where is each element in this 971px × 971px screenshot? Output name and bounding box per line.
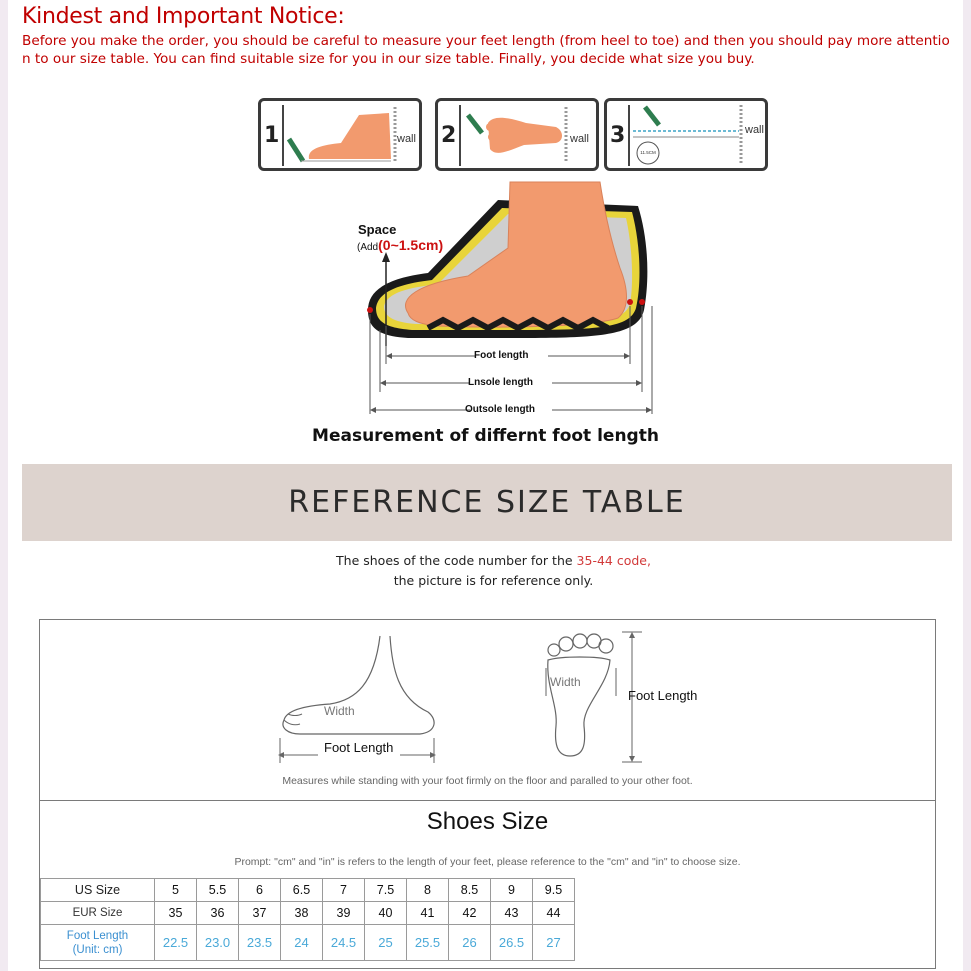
add-prefix: (Add [357,242,379,253]
us-size-row [41,879,575,902]
eur-size-cell: 38 [281,902,323,925]
step-3-ruler-badge: 11.5CM [640,150,656,155]
step-1-foot-icon [261,101,419,168]
us-size-cell: 9.5 [533,879,575,902]
us-size-cell: 6 [239,879,281,902]
outsole-length-label: Outsole length [465,404,535,415]
measurement-title: Measurement of differnt foot length [312,426,659,446]
foot-length-label: Foot length [474,350,529,361]
foot-length-diagram [348,178,678,428]
step-3-panel [604,98,768,171]
us-size-cell: 5 [155,879,197,902]
reference-note-highlight: 35-44 code, [576,553,651,568]
add-prefix-label [357,237,443,253]
eur-size-cell: 40 [365,902,407,925]
insole-length-label: Lnsole length [468,377,533,388]
foot-length-cell: 25.5 [407,925,449,961]
side-width-label: Width [324,704,355,718]
us-size-cell: 8.5 [449,879,491,902]
eur-size-header: EUR Size [41,902,155,925]
add-value: (0~1.5cm) [378,237,444,253]
top-length-label: Foot Length [628,688,698,703]
step-1-panel [258,98,422,171]
size-table [40,878,575,961]
foot-length-cell: 24.5 [323,925,365,961]
space-label: Space [358,222,397,237]
us-size-cell: 7.5 [365,879,407,902]
reference-title: REFERENCE SIZE TABLE [288,485,686,520]
reference-note-line1 [8,553,971,568]
step-2-wall-label: wall [570,133,589,145]
us-size-header: US Size [41,879,155,902]
foot-length-cell: 26 [449,925,491,961]
foot-length-cell: 25 [365,925,407,961]
foot-length-cell: 26.5 [491,925,533,961]
notice-title: Kindest and Important Notice: [22,4,345,29]
measures-note: Measures while standing with your foot firmly on the floor and paralled to your other foot. [282,775,693,787]
us-size-cell: 6.5 [281,879,323,902]
foot-length-cell: 23.0 [197,925,239,961]
eur-size-cell: 41 [407,902,449,925]
side-length-label: Foot Length [324,740,394,755]
eur-size-cell: 35 [155,902,197,925]
reference-note-prefix: The shoes of the code number for the [336,553,573,568]
foot-length-header-line1: Foot Length [66,929,129,942]
size-chart-box [39,619,936,969]
foot-length-header-line2: (Unit: cm) [72,943,123,956]
step-3-wall-label: wall [745,124,764,136]
eur-size-cell: 36 [197,902,239,925]
eur-size-cell: 39 [323,902,365,925]
step-3-ruler-icon [607,101,765,168]
foot-length-cell: 22.5 [155,925,197,961]
foot-length-row [41,925,575,961]
step-2-number: 2 [441,123,457,148]
box-divider [40,800,935,801]
us-size-cell: 9 [491,879,533,902]
eur-size-row [41,902,575,925]
shoes-size-title: Shoes Size [426,808,549,835]
foot-length-header [41,925,155,961]
step-2-panel [435,98,599,171]
foot-length-cell: 24 [281,925,323,961]
eur-size-cell: 43 [491,902,533,925]
step-1-number: 1 [264,123,280,148]
reference-note-line2: the picture is for reference only. [393,573,594,588]
foot-length-cell: 27 [533,925,575,961]
eur-size-cell: 44 [533,902,575,925]
us-size-cell: 8 [407,879,449,902]
step-1-wall-label: wall [397,133,416,145]
foot-length-cell: 23.5 [239,925,281,961]
size-prompt: Prompt: "cm" and "in" is refers to the length of your feet, please reference to the "cm" and "in" to choose size. [234,856,741,868]
eur-size-cell: 42 [449,902,491,925]
us-size-cell: 7 [323,879,365,902]
notice-text: Before you make the order, you should be careful to measure your feet length (from heel to toe) and then you should pay more attention to our size table. You can find suitable size for you in our size table. Finally, you decide what size you buy. [22,33,950,67]
eur-size-cell: 37 [239,902,281,925]
us-size-cell: 5.5 [197,879,239,902]
step-3-number: 3 [610,123,626,148]
top-width-label: Width [550,675,581,689]
reference-band [22,464,952,541]
product-description-page [8,0,963,971]
